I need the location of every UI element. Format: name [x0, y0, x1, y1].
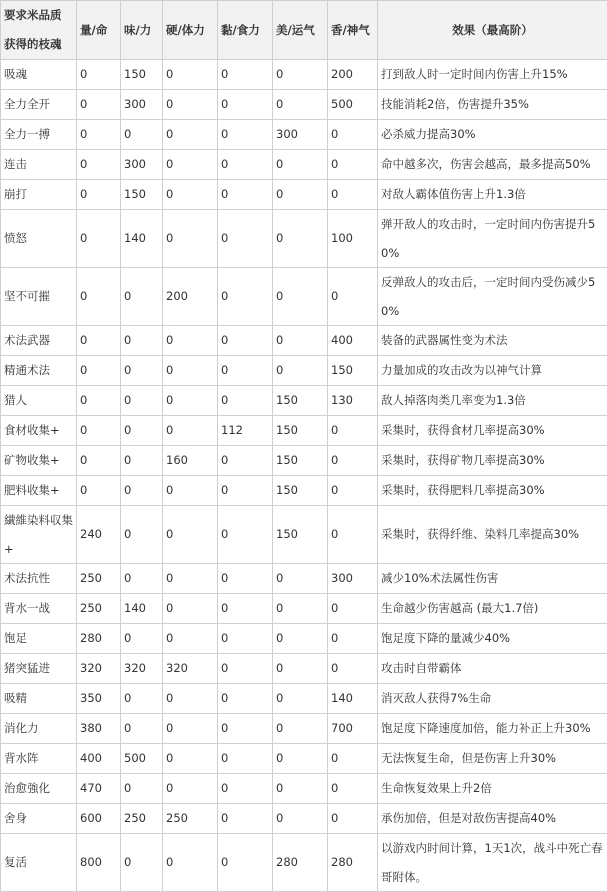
- beauty-luck-cell: 0: [273, 268, 328, 326]
- table-row: [1, 774, 607, 804]
- hardness-stamina-cell: 0: [163, 506, 218, 564]
- effect-cell: 打到敌人时一定时间内伤害上升15%: [378, 60, 607, 90]
- table-row: [1, 326, 607, 356]
- table-row: [1, 594, 607, 624]
- sticky-appetite-cell: 0: [218, 624, 273, 654]
- taste-power-cell: 0: [121, 774, 163, 804]
- aroma-spirit-cell: 0: [328, 416, 378, 446]
- sticky-appetite-cell: 0: [218, 150, 273, 180]
- soul-name-cell: 术法抗性: [1, 564, 77, 594]
- quantity-life-cell: 380: [77, 714, 121, 744]
- taste-power-cell: 0: [121, 386, 163, 416]
- effect-cell: 攻击时自带霸体: [378, 654, 607, 684]
- table-row: [1, 386, 607, 416]
- effect-cell: 承伤加倍，但是对敌伤害提高40%: [378, 804, 607, 834]
- soul-name-cell: 消化力: [1, 714, 77, 744]
- aroma-spirit-cell: 100: [328, 210, 378, 268]
- hardness-stamina-cell: 0: [163, 564, 218, 594]
- sticky-appetite-cell: 0: [218, 326, 273, 356]
- quantity-life-cell: 0: [77, 90, 121, 120]
- aroma-spirit-cell: 0: [328, 774, 378, 804]
- sticky-appetite-cell: 0: [218, 506, 273, 564]
- effect-cell: 力量加成的攻击改为以神气计算: [378, 356, 607, 386]
- header-name-line2: 获得的枝魂: [4, 30, 73, 59]
- quantity-life-cell: 0: [77, 120, 121, 150]
- effect-cell: 敌人掉落肉类几率变为1.3倍: [378, 386, 607, 416]
- hardness-stamina-cell: 0: [163, 120, 218, 150]
- aroma-spirit-cell: 700: [328, 714, 378, 744]
- sticky-appetite-cell: 112: [218, 416, 273, 446]
- beauty-luck-cell: 150: [273, 476, 328, 506]
- beauty-luck-cell: 0: [273, 180, 328, 210]
- sticky-appetite-cell: 0: [218, 476, 273, 506]
- taste-power-cell: 250: [121, 804, 163, 834]
- aroma-spirit-cell: 130: [328, 386, 378, 416]
- aroma-spirit-cell: 500: [328, 90, 378, 120]
- header-effect: 效果（最高阶）: [378, 1, 607, 60]
- effect-cell: 饱足度下降的量减少40%: [378, 624, 607, 654]
- hardness-stamina-cell: 0: [163, 594, 218, 624]
- quantity-life-cell: 0: [77, 416, 121, 446]
- quantity-life-cell: 0: [77, 210, 121, 268]
- quantity-life-cell: 600: [77, 804, 121, 834]
- effect-cell: 采集时，获得纤维、染料几率提高30%: [378, 506, 607, 564]
- soul-name-cell: 吸精: [1, 684, 77, 714]
- taste-power-cell: 0: [121, 624, 163, 654]
- table-row: [1, 416, 607, 446]
- aroma-spirit-cell: 200: [328, 60, 378, 90]
- hardness-stamina-cell: 0: [163, 476, 218, 506]
- taste-power-cell: 0: [121, 268, 163, 326]
- sticky-appetite-cell: 0: [218, 446, 273, 476]
- beauty-luck-cell: 0: [273, 624, 328, 654]
- table-row: [1, 446, 607, 476]
- table-row: [1, 624, 607, 654]
- taste-power-cell: 0: [121, 476, 163, 506]
- soul-name-cell: 全力全开: [1, 90, 77, 120]
- sticky-appetite-cell: 0: [218, 210, 273, 268]
- aroma-spirit-cell: 280: [328, 834, 378, 892]
- sticky-appetite-cell: 0: [218, 356, 273, 386]
- hardness-stamina-cell: 0: [163, 834, 218, 892]
- beauty-luck-cell: 150: [273, 506, 328, 564]
- effect-cell: 减少10%术法属性伤害: [378, 564, 607, 594]
- quantity-life-cell: 800: [77, 834, 121, 892]
- taste-power-cell: 0: [121, 326, 163, 356]
- quantity-life-cell: 280: [77, 624, 121, 654]
- soul-name-cell: 坚不可摧: [1, 268, 77, 326]
- sticky-appetite-cell: 0: [218, 386, 273, 416]
- aroma-spirit-cell: 150: [328, 356, 378, 386]
- beauty-luck-cell: 0: [273, 90, 328, 120]
- sticky-appetite-cell: 0: [218, 744, 273, 774]
- sticky-appetite-cell: 0: [218, 180, 273, 210]
- effect-cell: 采集时，获得肥料几率提高30%: [378, 476, 607, 506]
- taste-power-cell: 0: [121, 834, 163, 892]
- hardness-stamina-cell: 160: [163, 446, 218, 476]
- soul-name-cell: 愤怒: [1, 210, 77, 268]
- aroma-spirit-cell: 0: [328, 150, 378, 180]
- hardness-stamina-cell: 0: [163, 60, 218, 90]
- table-row: [1, 834, 607, 892]
- table-row: [1, 564, 607, 594]
- soul-name-cell: 术法武器: [1, 326, 77, 356]
- soul-name-cell: 精通术法: [1, 356, 77, 386]
- table-row: [1, 90, 607, 120]
- quantity-life-cell: 0: [77, 356, 121, 386]
- beauty-luck-cell: 0: [273, 714, 328, 744]
- taste-power-cell: 150: [121, 180, 163, 210]
- quantity-life-cell: 0: [77, 150, 121, 180]
- sticky-appetite-cell: 0: [218, 834, 273, 892]
- quantity-life-cell: 0: [77, 268, 121, 326]
- soul-name-cell: 食材收集+: [1, 416, 77, 446]
- effect-cell: 对敌人霸体值伤害上升1.3倍: [378, 180, 607, 210]
- soul-name-cell: 矿物收集+: [1, 446, 77, 476]
- effect-cell: 生命越少伤害越高 (最大1.7倍): [378, 594, 607, 624]
- sticky-appetite-cell: 0: [218, 654, 273, 684]
- taste-power-cell: 0: [121, 564, 163, 594]
- sticky-appetite-cell: 0: [218, 120, 273, 150]
- table-row: [1, 268, 607, 326]
- soul-name-cell: 崩打: [1, 180, 77, 210]
- quantity-life-cell: 320: [77, 654, 121, 684]
- header-taste-power: 味/力: [121, 1, 163, 60]
- quantity-life-cell: 0: [77, 180, 121, 210]
- table-row: [1, 684, 607, 714]
- table-row: [1, 804, 607, 834]
- taste-power-cell: 0: [121, 684, 163, 714]
- effect-cell: 无法恢复生命，但是伤害上升30%: [378, 744, 607, 774]
- beauty-luck-cell: 150: [273, 416, 328, 446]
- taste-power-cell: 0: [121, 356, 163, 386]
- taste-power-cell: 0: [121, 416, 163, 446]
- aroma-spirit-cell: 0: [328, 180, 378, 210]
- beauty-luck-cell: 0: [273, 60, 328, 90]
- taste-power-cell: 300: [121, 150, 163, 180]
- sticky-appetite-cell: 0: [218, 684, 273, 714]
- aroma-spirit-cell: 0: [328, 120, 378, 150]
- hardness-stamina-cell: 0: [163, 714, 218, 744]
- aroma-spirit-cell: 0: [328, 804, 378, 834]
- sticky-appetite-cell: 0: [218, 714, 273, 744]
- quantity-life-cell: 0: [77, 326, 121, 356]
- quantity-life-cell: 0: [77, 60, 121, 90]
- sticky-appetite-cell: 0: [218, 564, 273, 594]
- aroma-spirit-cell: 0: [328, 268, 378, 326]
- header-sticky-appetite: 黏/食力: [218, 1, 273, 60]
- beauty-luck-cell: 0: [273, 744, 328, 774]
- taste-power-cell: 150: [121, 60, 163, 90]
- taste-power-cell: 500: [121, 744, 163, 774]
- beauty-luck-cell: 300: [273, 120, 328, 150]
- soul-name-cell: 背水一战: [1, 594, 77, 624]
- beauty-luck-cell: 0: [273, 594, 328, 624]
- effect-cell: 装备的武器属性变为术法: [378, 326, 607, 356]
- header-quantity-life: 量/命: [77, 1, 121, 60]
- aroma-spirit-cell: 400: [328, 326, 378, 356]
- beauty-luck-cell: 150: [273, 446, 328, 476]
- hardness-stamina-cell: 0: [163, 416, 218, 446]
- header-row: [1, 1, 607, 60]
- quantity-life-cell: 250: [77, 594, 121, 624]
- soul-name-cell: 猎人: [1, 386, 77, 416]
- taste-power-cell: 140: [121, 594, 163, 624]
- table-row: [1, 150, 607, 180]
- hardness-stamina-cell: 0: [163, 150, 218, 180]
- soul-name-cell: 治愈強化: [1, 774, 77, 804]
- taste-power-cell: 140: [121, 210, 163, 268]
- beauty-luck-cell: 0: [273, 210, 328, 268]
- sticky-appetite-cell: 0: [218, 804, 273, 834]
- hardness-stamina-cell: 0: [163, 210, 218, 268]
- table-row: [1, 180, 607, 210]
- soul-name-cell: 繊維染料収集+: [1, 506, 77, 564]
- effect-cell: 生命恢复效果上升2倍: [378, 774, 607, 804]
- soul-name-cell: 舍身: [1, 804, 77, 834]
- table-row: [1, 744, 607, 774]
- quantity-life-cell: 400: [77, 744, 121, 774]
- effect-cell: 消灭敌人获得7%生命: [378, 684, 607, 714]
- beauty-luck-cell: 280: [273, 834, 328, 892]
- hardness-stamina-cell: 0: [163, 774, 218, 804]
- effect-cell: 技能消耗2倍，伤害提升35%: [378, 90, 607, 120]
- quantity-life-cell: 0: [77, 476, 121, 506]
- hardness-stamina-cell: 0: [163, 684, 218, 714]
- effect-cell: 采集时，获得食材几率提高30%: [378, 416, 607, 446]
- beauty-luck-cell: 0: [273, 326, 328, 356]
- header-aroma-spirit: 香/神气: [328, 1, 378, 60]
- beauty-luck-cell: 0: [273, 774, 328, 804]
- hardness-stamina-cell: 0: [163, 180, 218, 210]
- effect-cell: 饱足度下降速度加倍，能力补正上升30%: [378, 714, 607, 744]
- aroma-spirit-cell: 140: [328, 684, 378, 714]
- taste-power-cell: 0: [121, 446, 163, 476]
- sticky-appetite-cell: 0: [218, 60, 273, 90]
- taste-power-cell: 0: [121, 714, 163, 744]
- beauty-luck-cell: 0: [273, 356, 328, 386]
- effect-cell: 采集时，获得矿物几率提高30%: [378, 446, 607, 476]
- hardness-stamina-cell: 0: [163, 326, 218, 356]
- soul-name-cell: 复活: [1, 834, 77, 892]
- quantity-life-cell: 470: [77, 774, 121, 804]
- aroma-spirit-cell: 0: [328, 506, 378, 564]
- hardness-stamina-cell: 0: [163, 356, 218, 386]
- soul-name-cell: 连击: [1, 150, 77, 180]
- soul-name-cell: 全力一搏: [1, 120, 77, 150]
- sticky-appetite-cell: 0: [218, 774, 273, 804]
- sticky-appetite-cell: 0: [218, 90, 273, 120]
- quantity-life-cell: 0: [77, 446, 121, 476]
- quantity-life-cell: 0: [77, 386, 121, 416]
- table-row: [1, 120, 607, 150]
- hardness-stamina-cell: 0: [163, 90, 218, 120]
- aroma-spirit-cell: 0: [328, 654, 378, 684]
- aroma-spirit-cell: 0: [328, 446, 378, 476]
- taste-power-cell: 0: [121, 120, 163, 150]
- sticky-appetite-cell: 0: [218, 594, 273, 624]
- table-row: [1, 714, 607, 744]
- soul-name-cell: 肥料收集+: [1, 476, 77, 506]
- table-row: [1, 654, 607, 684]
- aroma-spirit-cell: 0: [328, 594, 378, 624]
- header-hardness-stamina: 硬/体力: [163, 1, 218, 60]
- header-name-line1: 要求米品质: [4, 1, 73, 30]
- table-body: [1, 60, 607, 892]
- beauty-luck-cell: 0: [273, 150, 328, 180]
- soul-name-cell: 饱足: [1, 624, 77, 654]
- quantity-life-cell: 250: [77, 564, 121, 594]
- effect-cell: 必杀威力提高30%: [378, 120, 607, 150]
- beauty-luck-cell: 0: [273, 804, 328, 834]
- aroma-spirit-cell: 300: [328, 564, 378, 594]
- table-row: [1, 60, 607, 90]
- beauty-luck-cell: 150: [273, 386, 328, 416]
- taste-power-cell: 300: [121, 90, 163, 120]
- effect-cell: 命中越多次，伤害会越高，最多提高50%: [378, 150, 607, 180]
- effect-cell: 以游戏内时间计算，1天1次，战斗中死亡春哥附体。: [378, 834, 607, 892]
- table-row: [1, 356, 607, 386]
- taste-power-cell: 320: [121, 654, 163, 684]
- taste-power-cell: 0: [121, 506, 163, 564]
- hardness-stamina-cell: 320: [163, 654, 218, 684]
- quantity-life-cell: 240: [77, 506, 121, 564]
- hardness-stamina-cell: 0: [163, 624, 218, 654]
- effect-cell: 弹开敌人的攻击时，一定时间内伤害提升50%: [378, 210, 607, 268]
- hardness-stamina-cell: 0: [163, 386, 218, 416]
- sticky-appetite-cell: 0: [218, 268, 273, 326]
- beauty-luck-cell: 0: [273, 564, 328, 594]
- aroma-spirit-cell: 0: [328, 624, 378, 654]
- soul-name-cell: 背水阵: [1, 744, 77, 774]
- table-row: [1, 476, 607, 506]
- hardness-stamina-cell: 200: [163, 268, 218, 326]
- header-name: [1, 1, 77, 60]
- soul-name-cell: 吸魂: [1, 60, 77, 90]
- soul-name-cell: 猪突猛进: [1, 654, 77, 684]
- table-row: [1, 506, 607, 564]
- effect-cell: 反弹敌人的攻击后，一定时间内受伤减少50%: [378, 268, 607, 326]
- aroma-spirit-cell: 0: [328, 476, 378, 506]
- hardness-stamina-cell: 0: [163, 744, 218, 774]
- hardness-stamina-cell: 250: [163, 804, 218, 834]
- beauty-luck-cell: 0: [273, 654, 328, 684]
- header-beauty-luck: 美/运气: [273, 1, 328, 60]
- aroma-spirit-cell: 0: [328, 744, 378, 774]
- beauty-luck-cell: 0: [273, 684, 328, 714]
- table-row: [1, 210, 607, 268]
- quantity-life-cell: 350: [77, 684, 121, 714]
